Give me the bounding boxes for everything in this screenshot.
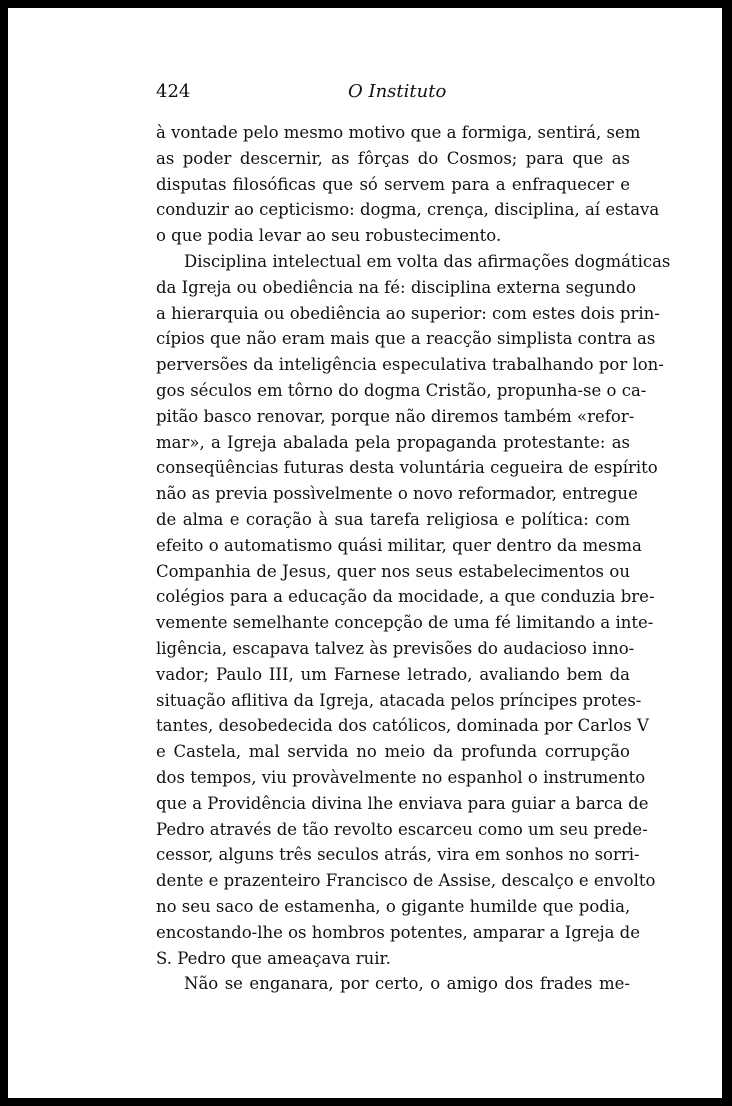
text-line: vador; Paulo III, um Farnese letrado, avaliando bem da <box>156 664 630 684</box>
text-line: pitão basco renovar, porque não diremos também «refor- <box>156 406 635 426</box>
text-line: Companhia de Jesus, quer nos seus estabelecimentos ou <box>156 561 630 581</box>
text-line: disputas filosóficas que só servem para a enfraquecer e <box>156 174 630 194</box>
page-header <box>156 80 630 104</box>
text-line: o que podia levar ao seu robustecimento. <box>156 226 502 246</box>
text-line: a hierarquia ou obediência ao superior: com estes dois prin- <box>156 303 660 323</box>
text-line: ligência, escapava talvez às previsões do audacioso inno- <box>156 638 635 658</box>
text-line: Não se enganara, por certo, o amigo dos frades me- <box>184 974 630 994</box>
text-line: conseqüências futuras desta voluntária cegueira de espírito <box>156 458 658 478</box>
text-line: no seu saco de estamenha, o gigante humilde que podia, <box>156 896 631 916</box>
text-line: mar», a Igreja abalada pela propaganda protestante: as <box>156 432 630 452</box>
text-line: tantes, desobedecida dos católicos, dominada por Carlos V <box>156 716 649 736</box>
body-text <box>156 120 671 997</box>
paragraph <box>156 120 660 249</box>
text-line: conduzir ao cepticismo: dogma, crença, disciplina, aí estava <box>156 200 660 220</box>
text-line: perversões da inteligência especulativa trabalhando por lon- <box>156 355 664 375</box>
text-line: cessor, alguns três seculos atrás, vira em sonhos no sorri- <box>156 845 640 865</box>
text-line: não as previa possìvelmente o novo reformador, entregue <box>156 484 638 504</box>
text-line: gos séculos em tôrno do dogma Cristão, propunha-se o ca- <box>156 380 647 400</box>
running-title: O Instituto <box>348 81 447 102</box>
text-line: que a Providência divina lhe enviava para guiar a barca de <box>156 793 649 813</box>
text-line: dos tempos, viu provàvelmente no espanhol o instrumento <box>156 767 646 787</box>
text-line: cípios que não eram mais que a reacção simplista contra as <box>156 329 656 349</box>
text-line: de alma e coração à sua tarefa religiosa e política: com <box>156 509 630 529</box>
text-line: colégios para a educação da mocidade, a que conduzia bre- <box>156 587 655 607</box>
text-line: S. Pedro que ameaçava ruir. <box>156 948 391 968</box>
book-page <box>8 8 722 1098</box>
text-line: efeito o automatismo quási militar, quer dentro da mesma <box>156 535 642 555</box>
text-line: Disciplina intelectual em volta das afirmações dogmáticas <box>184 251 671 271</box>
text-line: da Igreja ou obediência na fé: disciplina externa segundo <box>156 277 637 297</box>
text-line: dente e prazenteiro Francisco de Assise, descalço e envolto <box>156 871 656 891</box>
paragraph <box>156 971 630 997</box>
text-line: à vontade pelo mesmo motivo que a formiga, sentirá, sem <box>156 123 641 142</box>
page-number: 424 <box>156 81 191 102</box>
text-line: as poder descernir, as fôrças do Cosmos; para que as <box>156 148 630 168</box>
paragraph <box>156 249 671 971</box>
text-line: vemente semelhante concepção de uma fé limitando a inte- <box>156 613 654 633</box>
text-line: Pedro através de tão revolto escarceu como um seu prede- <box>156 819 648 839</box>
text-line: situação aflitiva da Igreja, atacada pelos príncipes protes- <box>156 690 642 710</box>
text-line: e Castela, mal servida no meio da profunda corrupção <box>156 742 630 762</box>
text-line: encostando-lhe os hombros potentes, amparar a Igreja de <box>156 922 641 942</box>
